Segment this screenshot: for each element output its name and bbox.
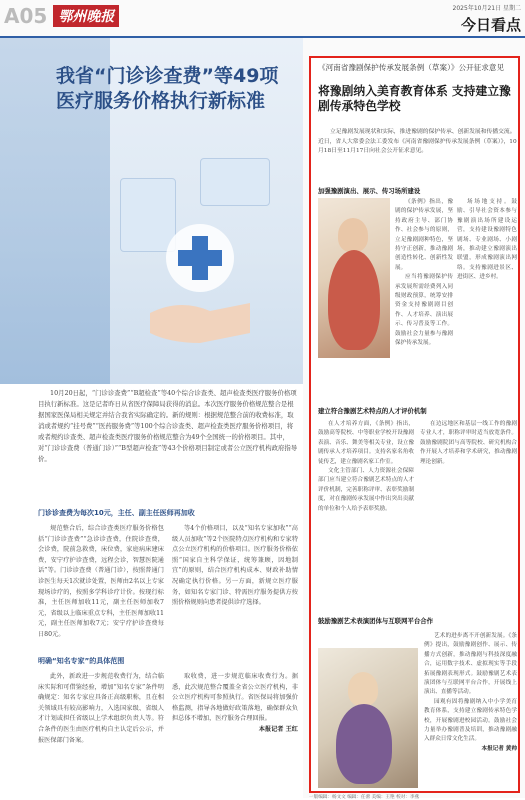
right-column-1 <box>395 198 453 349</box>
paragraph: 在人才培养方面，《条例》指出，鼓励高等院校、中等职业学校开设豫剧表演、音乐、舞美等相关专业，设立豫剧传承人才培养项目。支持名家名角收徒传艺，建立豫剧名家工作室。 <box>318 421 414 465</box>
paragraph: 文化主管部门、人力资源社会保障部门应当建立符合豫剧艺术特点的人才评价机制，完善职称评审、表彰奖励制度，对在豫剧传承发展中作出突出贡献的单位和个人给予表彰奖励。 <box>318 468 414 512</box>
left-headline: 我省“门诊诊查费”等49项医疗服务价格执行新标准 <box>56 65 279 112</box>
left-subhead-2: 明确“知名专家”的具体范围 <box>38 657 125 665</box>
paragraph: 《条例》指出，豫剧的保护传承发展，坚持政府主导、部门协作、社会参与的原则，立足豫剧剧种特色，坚持守正创新，推动豫剧创造性转化、创新性发展。 <box>395 199 453 271</box>
performer-face <box>348 672 378 706</box>
right-subhead-2: 建立符合豫剧艺术特点的人才评价机制 <box>318 407 427 415</box>
performer-costume <box>336 704 392 784</box>
newspaper-logo: 鄂州晚报 <box>53 5 119 27</box>
opera-stage-photo <box>318 648 418 788</box>
left-column-3 <box>38 672 164 746</box>
page-footer-credits: 一版编辑：杨文文 编辑：任蕾 美编：王艳 校对：李燕 <box>309 795 420 800</box>
left-column-2 <box>172 524 298 609</box>
paragraph: 应当将豫剧保护传承发展所需经费列入同级财政预算，统筹安排资金支持豫剧剧目创作、人才培养、演出展示、传习普及等工作。鼓励社会力量参与豫剧保护传承发展。 <box>395 274 453 347</box>
hero-illustration <box>0 38 303 384</box>
issue-date: 2025年10月21日 星期二 <box>452 5 521 12</box>
paragraph: 此外，新政进一步规范收费行为，结合临床实际和可借鉴经验，增加“知名专家”条件明确规定：知名专家应具备正高级职称，且在相关领域具有较高影响力，入选国家级、省级人才计划或担任省级以上学术组织负责人等。符合条件的医生由医疗机构自主认定后公示，并报医保部门备案。 <box>38 673 164 744</box>
right-lede: 立足豫剧发展现状和实际，推进豫剧的保护传承、创新发展和传播交流。近日，省人大常委会法工委发布《河南省豫剧保护传承发展条例（草案）》，10月18日至11月17日向社会公开征求意见。 <box>318 129 517 154</box>
right-article-highlighted[interactable] <box>309 56 520 793</box>
paragraph: 艺术的进步离不开创新发展。《条例》提出，鼓励豫剧创作、展示、传播方式创新，推动豫剧与科技深度融合，运用数字技术、虚拟现实等手段拓展豫剧表现形式。鼓励豫剧艺术表演团体与互联网平台合作，开展线上演出、直播等活动。 <box>424 633 517 696</box>
right-byline: 本报记者 黄帅 <box>481 745 517 752</box>
info-card-graphic <box>200 158 270 206</box>
right-column-3 <box>318 420 414 514</box>
paragraph: 规范整合后，综合诊查类医疗服务价格包括“门诊诊查费”“急诊诊查费，住院诊查费，会诊费，院前急救费，床位费，家庭病床建床费，安宁疗护诊查费，远程会诊，智慧医院通话”等。门诊诊查费（普通门诊），按照普通门诊医生每天1次就诊处置，医师由2名以上专家现场诊疗的，按照多学科诊疗计价。按现行标准，主任医师加收11元，副主任医师加收7元，省级以上临床重点专科，主任医师加收11元，副主任医师加收7元；安宁疗护诊查费每日80元。 <box>38 525 164 638</box>
performer-costume <box>328 250 380 350</box>
left-column-4 <box>172 672 298 736</box>
paragraph: 园观有固将豫剧纳入中小学美育教育体系，支持建立豫剧传承特色学校，开展豫剧进校园活动。鼓励社会力量举办豫剧普及培训，推动豫剧融入群众日常文化生活。 <box>424 698 517 743</box>
right-column-5 <box>424 632 517 754</box>
right-kicker: 《河南省豫剧保护传承发展条例（草案）》公开征求意见 <box>318 63 505 72</box>
header-right <box>453 3 521 35</box>
right-headline: 将豫剧纳入美育教育体系 支持建立豫剧传承特色学校 <box>318 84 511 113</box>
hand-holding-medical-cross-icon <box>140 203 260 363</box>
left-column-1 <box>38 524 164 641</box>
header-left <box>4 4 119 28</box>
performer-face <box>338 218 368 252</box>
left-article <box>0 38 303 798</box>
right-subhead-3: 鼓励豫剧艺术表演团体与互联网平台合作 <box>318 617 434 625</box>
paragraph: 场场地支持。鼓励、引导社会资本参与豫剧演出场所建设运营，支持建设豫剧特色剧场、专业剧场、小剧场，推动建立豫剧演出联盟，形成豫剧演出网络。支持豫剧进景区、进街区、进乡村。 <box>457 199 517 281</box>
right-subhead-1: 加强豫剧演出、展示、传习场所建设 <box>318 187 421 195</box>
opera-performer-photo <box>318 198 390 358</box>
right-column-2 <box>457 198 517 283</box>
page-number: A05 <box>4 4 48 28</box>
paragraph: 等4个价格项目，以及“知名专家加收”“高级人员加收”等2个医院特点医疗机构和专家特点公立医疗机构的价格项目。医疗服务价格依照“国家自主科学保证，统筹兼顾，因地制宜”的原则，结合医疗机构成本、财政补助情况确定执行价格。另一方面，新规立医疗服务，如知名专家门诊、特需医疗服务提供方按照价格规则向患者提供诊疗选择。 <box>172 525 298 607</box>
page-header <box>0 0 525 34</box>
paragraph: 取收费，进一步规范临床收费行为。据悉，此次规范整合覆盖全省公立医疗机构，非公立医疗机构可参照执行。省医保局将加强价格监测，指导各地做好政策落地，确保群众负担总体不增加，医疗服务合理回报。 <box>172 673 298 723</box>
left-subhead-1: 门诊诊查费为每次10元，主任、副主任医师再加收 <box>38 509 195 517</box>
section-title: 今日看点 <box>460 16 521 34</box>
paragraph: 在边远地区和基层一线工作的豫剧专业人才，职称评审时适当放宽条件。鼓励豫剧院团与高等院校、研究机构合作开展人才培养和学术研究，推动豫剧理论创新。 <box>420 421 517 465</box>
right-column-4 <box>420 420 517 467</box>
left-lede: 10月20日起，“门诊诊查费”“B超检查”等40个综合诊查类、超声检查类医疗服务价格项目执行新标准。这是记者昨日从省医疗保障局获得的消息。本次医疗服务价格规范整合是根据国家医保局相关规定并结合我省实际确定的。新的规则：根据规范整合前的收费标准，取消或者规约“挂号费”“医药服务费”等100个综合诊查类、超声检查类医疗服务价格项目，将或者规约诊查类、超声检查类医疗服务价格规范整合为49个全国统一的价格项目。其中，对“门诊诊查费（普通门诊）”“B型超声检查”等43个价格项目制定或者公立医疗机构政府指导价。 <box>38 389 298 463</box>
left-byline: 本报记者 王红 <box>258 725 298 733</box>
